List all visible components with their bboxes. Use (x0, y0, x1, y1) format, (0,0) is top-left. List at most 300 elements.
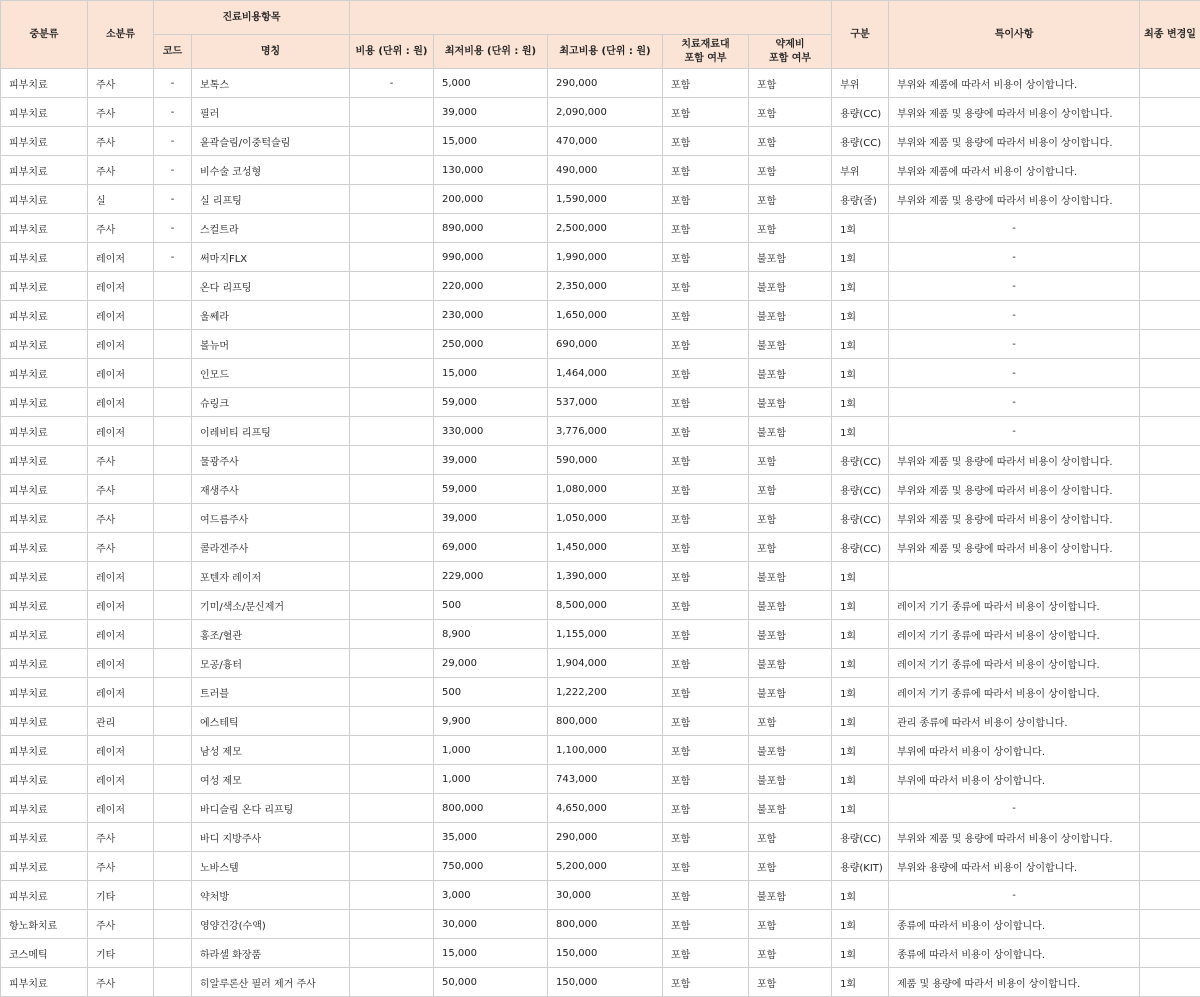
cell-min-cost: 1,000 (434, 765, 548, 794)
cell-note: 종류에 따라서 비용이 상이합니다. (889, 910, 1140, 939)
cell-name: 에스테틱 (192, 707, 350, 736)
cell-updated (1140, 359, 1200, 388)
cell-note: - (889, 243, 1140, 272)
cell-note: 부위와 제품 및 용량에 따라서 비용이 상이합니다. (889, 185, 1140, 214)
cell-major: 피부치료 (1, 446, 88, 475)
header-material-line1: 치료재료대 (681, 39, 729, 50)
cell-cost (350, 185, 434, 214)
cell-drug: 포함 (749, 968, 832, 997)
cell-material: 포함 (663, 446, 749, 475)
cell-drug: 불포함 (749, 301, 832, 330)
cell-code: - (154, 127, 192, 156)
cell-cost (350, 765, 434, 794)
cell-min-cost: 3,000 (434, 881, 548, 910)
cell-material: 포함 (663, 620, 749, 649)
cell-type: 1회 (832, 301, 889, 330)
cell-code (154, 591, 192, 620)
cell-code (154, 562, 192, 591)
cell-cost (350, 678, 434, 707)
cell-major: 피부치료 (1, 359, 88, 388)
cell-note: - (889, 301, 1140, 330)
cell-type: 용량(CC) (832, 98, 889, 127)
cell-name: 바디슬림 온다 리프팅 (192, 794, 350, 823)
cell-material: 포함 (663, 417, 749, 446)
cell-major: 피부치료 (1, 852, 88, 881)
cell-updated (1140, 910, 1200, 939)
cell-cost (350, 301, 434, 330)
cell-max-cost: 1,155,000 (548, 620, 663, 649)
cell-name: 필러 (192, 98, 350, 127)
cell-note: 부위와 제품에 따라서 비용이 상이합니다. (889, 156, 1140, 185)
cell-name: 슈링크 (192, 388, 350, 417)
cell-type: 용량(KIT) (832, 852, 889, 881)
header-code: 코드 (154, 35, 192, 69)
cell-max-cost: 490,000 (548, 156, 663, 185)
cell-updated (1140, 707, 1200, 736)
cell-max-cost: 1,100,000 (548, 736, 663, 765)
cell-min-cost: 220,000 (434, 272, 548, 301)
cell-name: 바디 지방주사 (192, 823, 350, 852)
table-row (1, 562, 1200, 591)
cell-min-cost: 230,000 (434, 301, 548, 330)
cell-max-cost: 1,222,200 (548, 678, 663, 707)
cell-name: 물광주사 (192, 446, 350, 475)
cell-name: 윤곽슬림/이중턱슬림 (192, 127, 350, 156)
cell-max-cost: 2,500,000 (548, 214, 663, 243)
cell-code: - (154, 185, 192, 214)
cell-note: - (889, 417, 1140, 446)
cell-type: 1회 (832, 562, 889, 591)
cell-minor: 레이저 (88, 417, 154, 446)
cell-material: 포함 (663, 794, 749, 823)
cell-max-cost: 1,904,000 (548, 649, 663, 678)
cell-updated (1140, 649, 1200, 678)
cell-min-cost: 1,000 (434, 736, 548, 765)
header-minor: 소분류 (88, 1, 154, 69)
cell-material: 포함 (663, 98, 749, 127)
cell-code (154, 649, 192, 678)
cell-cost (350, 823, 434, 852)
cell-code (154, 794, 192, 823)
cell-name: 영양건강(수액) (192, 910, 350, 939)
cell-updated (1140, 968, 1200, 997)
cell-code: - (154, 214, 192, 243)
cell-max-cost: 2,090,000 (548, 98, 663, 127)
header-cost: 비용 (단위 : 원) (350, 35, 434, 69)
cell-type: 1회 (832, 968, 889, 997)
cell-updated (1140, 736, 1200, 765)
cell-min-cost: 5,000 (434, 69, 548, 98)
cell-note: - (889, 330, 1140, 359)
cell-name: 하라셀 화장품 (192, 939, 350, 968)
cell-updated (1140, 939, 1200, 968)
cell-drug: 불포함 (749, 794, 832, 823)
header-name: 명칭 (192, 35, 350, 69)
cell-note: 부위와 제품 및 용량에 따라서 비용이 상이합니다. (889, 533, 1140, 562)
cell-code (154, 359, 192, 388)
cell-code (154, 446, 192, 475)
cell-drug: 포함 (749, 214, 832, 243)
cell-note: 종류에 따라서 비용이 상이합니다. (889, 939, 1140, 968)
cell-type: 용량(CC) (832, 533, 889, 562)
table-row (1, 968, 1200, 997)
cell-max-cost: 743,000 (548, 765, 663, 794)
cell-major: 피부치료 (1, 301, 88, 330)
cell-cost (350, 736, 434, 765)
cell-name: 남성 제모 (192, 736, 350, 765)
header-min-cost: 최저비용 (단위 : 원) (434, 35, 548, 69)
table-row (1, 794, 1200, 823)
cell-major: 피부치료 (1, 794, 88, 823)
cell-min-cost: 890,000 (434, 214, 548, 243)
cell-minor: 레이저 (88, 272, 154, 301)
cell-major: 피부치료 (1, 185, 88, 214)
cell-drug: 포함 (749, 185, 832, 214)
cell-min-cost: 800,000 (434, 794, 548, 823)
cell-drug: 불포함 (749, 272, 832, 301)
cell-material: 포함 (663, 562, 749, 591)
cell-drug: 포함 (749, 939, 832, 968)
cell-min-cost: 39,000 (434, 98, 548, 127)
cell-code (154, 678, 192, 707)
cell-type: 1회 (832, 272, 889, 301)
cell-note: 부위와 제품 및 용량에 따라서 비용이 상이합니다. (889, 504, 1140, 533)
cell-min-cost: 500 (434, 591, 548, 620)
cell-max-cost: 4,650,000 (548, 794, 663, 823)
cell-code: - (154, 243, 192, 272)
cell-note: 부위와 제품 및 용량에 따라서 비용이 상이합니다. (889, 446, 1140, 475)
cell-updated (1140, 504, 1200, 533)
cell-min-cost: 229,000 (434, 562, 548, 591)
cell-major: 피부치료 (1, 736, 88, 765)
cell-material: 포함 (663, 678, 749, 707)
cell-drug: 불포함 (749, 359, 832, 388)
cell-material: 포함 (663, 939, 749, 968)
cell-type: 부위 (832, 156, 889, 185)
cell-drug: 불포함 (749, 678, 832, 707)
cell-cost (350, 446, 434, 475)
table-body (1, 69, 1200, 997)
cell-minor: 주사 (88, 823, 154, 852)
cell-min-cost: 8,900 (434, 620, 548, 649)
cell-note: - (889, 272, 1140, 301)
cell-min-cost: 990,000 (434, 243, 548, 272)
cell-cost (350, 794, 434, 823)
cell-updated (1140, 185, 1200, 214)
cell-max-cost: 1,450,000 (548, 533, 663, 562)
cell-major: 피부치료 (1, 968, 88, 997)
cell-material: 포함 (663, 736, 749, 765)
table-row (1, 272, 1200, 301)
cell-drug: 불포함 (749, 417, 832, 446)
cell-note: - (889, 881, 1140, 910)
cell-code (154, 620, 192, 649)
table-row (1, 910, 1200, 939)
cell-drug: 포함 (749, 852, 832, 881)
table-row (1, 707, 1200, 736)
table-row (1, 823, 1200, 852)
table-row (1, 939, 1200, 968)
cell-updated (1140, 881, 1200, 910)
cell-updated (1140, 214, 1200, 243)
cell-min-cost: 59,000 (434, 388, 548, 417)
cell-note: - (889, 214, 1140, 243)
cell-min-cost: 39,000 (434, 446, 548, 475)
cell-cost (350, 127, 434, 156)
cell-name: 인모드 (192, 359, 350, 388)
cell-note: 부위에 따라서 비용이 상이합니다. (889, 736, 1140, 765)
cell-updated (1140, 69, 1200, 98)
cell-note: 레이저 기기 종류에 따라서 비용이 상이합니다. (889, 649, 1140, 678)
cell-code (154, 533, 192, 562)
cell-cost (350, 359, 434, 388)
table-row (1, 69, 1200, 98)
cell-code (154, 417, 192, 446)
header-major: 중분류 (1, 1, 88, 69)
cell-minor: 기타 (88, 881, 154, 910)
cell-minor: 기타 (88, 939, 154, 968)
cell-drug: 불포함 (749, 562, 832, 591)
cell-major: 피부치료 (1, 649, 88, 678)
table-row (1, 301, 1200, 330)
table-row (1, 533, 1200, 562)
cell-cost (350, 475, 434, 504)
cell-minor: 주사 (88, 968, 154, 997)
cell-name: 히알루론산 필러 제거 주사 (192, 968, 350, 997)
cell-min-cost: 69,000 (434, 533, 548, 562)
table-row (1, 649, 1200, 678)
cell-type: 1회 (832, 765, 889, 794)
cell-cost (350, 620, 434, 649)
cell-code (154, 852, 192, 881)
cell-max-cost: 690,000 (548, 330, 663, 359)
cell-cost (350, 533, 434, 562)
cell-name: 울쎄라 (192, 301, 350, 330)
table-row (1, 620, 1200, 649)
cell-note: 레이저 기기 종류에 따라서 비용이 상이합니다. (889, 678, 1140, 707)
cell-note: 부위와 용량에 따라서 비용이 상이합니다. (889, 852, 1140, 881)
cell-material: 포함 (663, 475, 749, 504)
cell-cost (350, 707, 434, 736)
cell-material: 포함 (663, 765, 749, 794)
cell-max-cost: 5,200,000 (548, 852, 663, 881)
cell-max-cost: 1,650,000 (548, 301, 663, 330)
cell-max-cost: 470,000 (548, 127, 663, 156)
cell-cost (350, 243, 434, 272)
cell-note: 부위와 제품에 따라서 비용이 상이합니다. (889, 69, 1140, 98)
cell-updated (1140, 301, 1200, 330)
cell-drug: 포함 (749, 910, 832, 939)
cell-name: 기미/색소/문신제거 (192, 591, 350, 620)
cell-type: 용량(CC) (832, 127, 889, 156)
cell-major: 피부치료 (1, 214, 88, 243)
cell-major: 피부치료 (1, 504, 88, 533)
cell-material: 포함 (663, 301, 749, 330)
cell-note: 관리 종류에 따라서 비용이 상이합니다. (889, 707, 1140, 736)
cell-cost (350, 562, 434, 591)
cell-drug: 불포함 (749, 243, 832, 272)
cell-drug: 불포함 (749, 620, 832, 649)
cell-note: - (889, 794, 1140, 823)
header-material-line2: 포함 여부 (684, 53, 726, 64)
cell-cost (350, 272, 434, 301)
cell-min-cost: 330,000 (434, 417, 548, 446)
cell-material: 포함 (663, 330, 749, 359)
cell-type: 1회 (832, 243, 889, 272)
cell-name: 온다 리프팅 (192, 272, 350, 301)
cell-min-cost: 200,000 (434, 185, 548, 214)
cell-updated (1140, 852, 1200, 881)
cell-major: 피부치료 (1, 330, 88, 359)
cell-type: 1회 (832, 388, 889, 417)
cell-note: 부위와 제품 및 용량에 따라서 비용이 상이합니다. (889, 475, 1140, 504)
cell-name: 콜라겐주사 (192, 533, 350, 562)
table-row (1, 881, 1200, 910)
cell-updated (1140, 823, 1200, 852)
cell-max-cost: 800,000 (548, 707, 663, 736)
cell-max-cost: 3,776,000 (548, 417, 663, 446)
cell-note: 부위에 따라서 비용이 상이합니다. (889, 765, 1140, 794)
cell-code: - (154, 156, 192, 185)
cell-updated (1140, 794, 1200, 823)
cell-minor: 레이저 (88, 736, 154, 765)
cell-updated (1140, 678, 1200, 707)
cell-code (154, 881, 192, 910)
cell-min-cost: 29,000 (434, 649, 548, 678)
header-group: 진료비용항목 (154, 1, 350, 35)
cell-min-cost: 9,900 (434, 707, 548, 736)
cell-type: 1회 (832, 678, 889, 707)
cell-max-cost: 2,350,000 (548, 272, 663, 301)
cell-max-cost: 1,080,000 (548, 475, 663, 504)
cell-note (889, 562, 1140, 591)
cell-material: 포함 (663, 533, 749, 562)
cell-minor: 주사 (88, 504, 154, 533)
cell-updated (1140, 475, 1200, 504)
cell-note: 레이저 기기 종류에 따라서 비용이 상이합니다. (889, 591, 1140, 620)
cell-major: 피부치료 (1, 388, 88, 417)
cell-drug: 포함 (749, 823, 832, 852)
cell-max-cost: 290,000 (548, 823, 663, 852)
table-row (1, 388, 1200, 417)
cell-minor: 주사 (88, 533, 154, 562)
cell-drug: 포함 (749, 98, 832, 127)
cell-minor: 레이저 (88, 243, 154, 272)
cell-min-cost: 15,000 (434, 359, 548, 388)
cell-minor: 주사 (88, 852, 154, 881)
cell-min-cost: 39,000 (434, 504, 548, 533)
cell-major: 피부치료 (1, 243, 88, 272)
cell-min-cost: 500 (434, 678, 548, 707)
table-row (1, 591, 1200, 620)
cell-note: 부위와 제품 및 용량에 따라서 비용이 상이합니다. (889, 823, 1140, 852)
cell-minor: 레이저 (88, 678, 154, 707)
cell-min-cost: 750,000 (434, 852, 548, 881)
cell-min-cost: 130,000 (434, 156, 548, 185)
table-row (1, 127, 1200, 156)
cell-drug: 불포함 (749, 591, 832, 620)
cell-updated (1140, 562, 1200, 591)
cell-material: 포함 (663, 272, 749, 301)
cell-updated (1140, 98, 1200, 127)
cell-minor: 주사 (88, 446, 154, 475)
cell-type: 1회 (832, 649, 889, 678)
cell-major: 피부치료 (1, 823, 88, 852)
table-row (1, 214, 1200, 243)
cell-major: 피부치료 (1, 272, 88, 301)
table-row (1, 736, 1200, 765)
cell-code (154, 272, 192, 301)
cell-updated (1140, 272, 1200, 301)
cell-drug: 불포함 (749, 388, 832, 417)
cell-major: 피부치료 (1, 562, 88, 591)
cell-cost (350, 417, 434, 446)
cell-name: 실 리프팅 (192, 185, 350, 214)
cell-name: 모공/흉터 (192, 649, 350, 678)
cell-max-cost: 8,500,000 (548, 591, 663, 620)
header-material (663, 35, 749, 69)
cell-type: 1회 (832, 707, 889, 736)
cell-note: - (889, 388, 1140, 417)
cell-material: 포함 (663, 388, 749, 417)
cell-type: 1회 (832, 881, 889, 910)
cell-major: 피부치료 (1, 881, 88, 910)
cell-material: 포함 (663, 359, 749, 388)
cell-max-cost: 290,000 (548, 69, 663, 98)
cell-drug: 포함 (749, 707, 832, 736)
cell-major: 피부치료 (1, 591, 88, 620)
cell-major: 피부치료 (1, 156, 88, 185)
cell-name: 여드름주사 (192, 504, 350, 533)
cell-name: 여성 제모 (192, 765, 350, 794)
cell-type: 용량(줄) (832, 185, 889, 214)
cell-type: 1회 (832, 359, 889, 388)
cell-drug: 포함 (749, 475, 832, 504)
cell-type: 용량(CC) (832, 475, 889, 504)
cell-code (154, 707, 192, 736)
cell-material: 포함 (663, 968, 749, 997)
cell-material: 포함 (663, 214, 749, 243)
cell-min-cost: 15,000 (434, 127, 548, 156)
cell-minor: 실 (88, 185, 154, 214)
cell-type: 용량(CC) (832, 823, 889, 852)
cell-cost (350, 649, 434, 678)
cell-cost (350, 939, 434, 968)
cell-max-cost: 1,590,000 (548, 185, 663, 214)
cell-major: 피부치료 (1, 765, 88, 794)
cell-minor: 레이저 (88, 330, 154, 359)
cell-material: 포함 (663, 243, 749, 272)
table-row (1, 475, 1200, 504)
header-note: 특이사항 (889, 1, 1140, 69)
table-row (1, 446, 1200, 475)
cell-minor: 레이저 (88, 301, 154, 330)
cell-type: 1회 (832, 330, 889, 359)
cell-type: 1회 (832, 794, 889, 823)
cell-minor: 주사 (88, 98, 154, 127)
cell-type: 1회 (832, 417, 889, 446)
cell-minor: 주사 (88, 475, 154, 504)
cell-max-cost: 150,000 (548, 968, 663, 997)
cell-code (154, 388, 192, 417)
cell-minor: 레이저 (88, 649, 154, 678)
cell-minor: 레이저 (88, 591, 154, 620)
cell-cost (350, 504, 434, 533)
cell-drug: 불포함 (749, 649, 832, 678)
cell-code (154, 968, 192, 997)
cell-name: 비수술 코성형 (192, 156, 350, 185)
cell-major: 피부치료 (1, 707, 88, 736)
